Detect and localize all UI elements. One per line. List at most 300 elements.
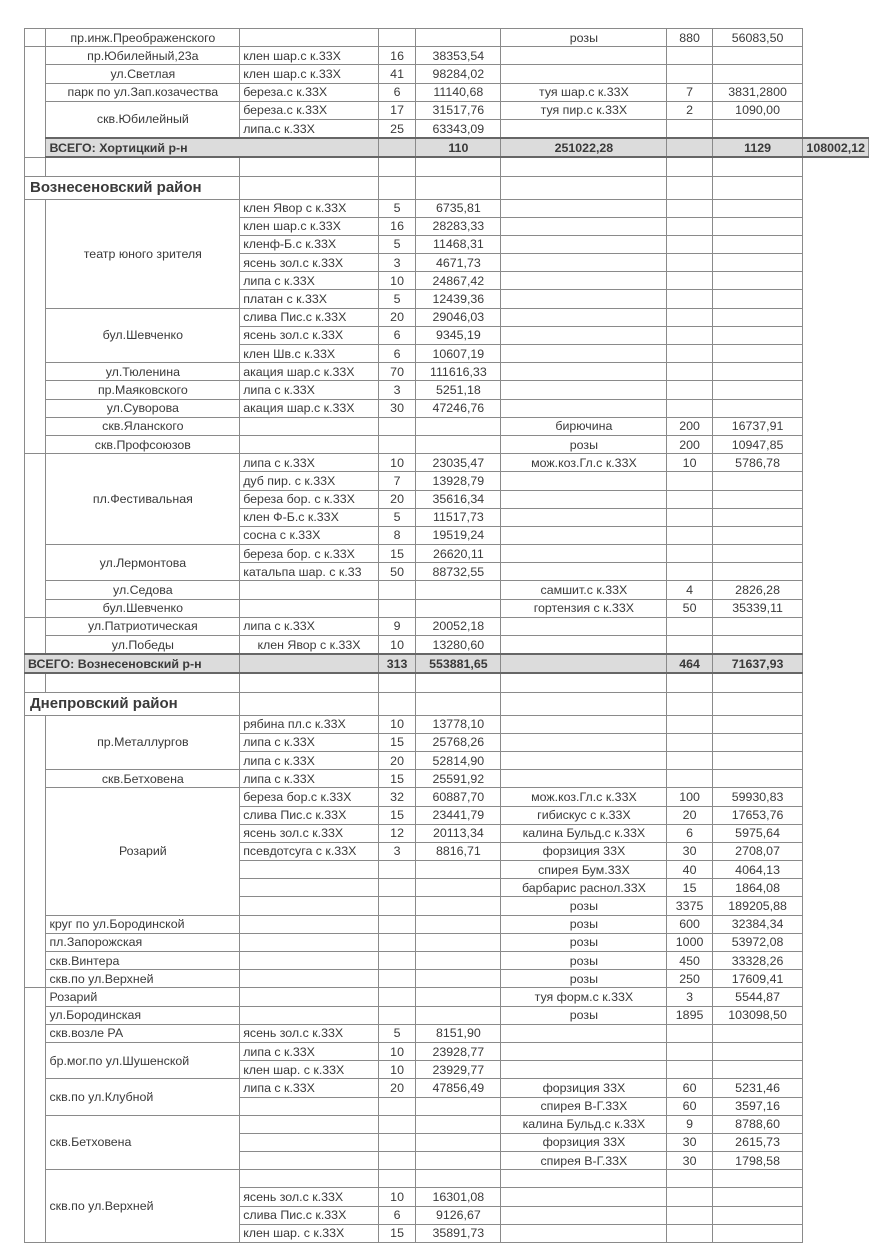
table-cell: розы	[501, 970, 667, 988]
table-cell: 10947,85	[712, 435, 803, 453]
table-cell	[712, 308, 803, 326]
table-cell: ВСЕГО: Хортицкий р-н	[46, 138, 378, 157]
table-cell: 15	[378, 733, 416, 751]
table-cell: 30	[667, 842, 712, 860]
table-cell	[667, 399, 712, 417]
table-cell: 11140,68	[416, 83, 501, 101]
table-cell: ул.Суворова	[46, 399, 240, 417]
table-cell	[712, 733, 803, 751]
table-cell: 3	[667, 988, 712, 1006]
table-cell	[25, 47, 46, 158]
table-cell	[378, 157, 416, 176]
table-cell	[667, 526, 712, 544]
table-cell	[25, 199, 46, 454]
table-cell: акация шар.с к.33Х	[240, 399, 379, 417]
table-cell	[240, 1115, 379, 1133]
table-cell: 20	[378, 308, 416, 326]
table-cell: 32	[378, 788, 416, 806]
table-cell	[667, 1224, 712, 1242]
table-row	[25, 970, 869, 988]
table-cell	[416, 915, 501, 933]
table-cell: клен шар.с к.33Х	[240, 47, 379, 65]
table-cell	[667, 65, 712, 83]
table-cell: ясень зол.с к.33Х	[240, 326, 379, 344]
table-cell: розы	[501, 915, 667, 933]
table-cell	[712, 563, 803, 581]
table-cell: 15	[378, 545, 416, 563]
table-cell: 60	[667, 1097, 712, 1115]
table-cell: 464	[667, 654, 712, 673]
table-cell: 28283,33	[416, 217, 501, 235]
table-cell	[240, 692, 379, 715]
table-cell	[416, 879, 501, 897]
table-cell: форзиция 33Х	[501, 842, 667, 860]
table-cell	[378, 970, 416, 988]
table-cell: 6735,81	[416, 199, 501, 217]
table-cell: 9	[378, 617, 416, 635]
table-cell	[712, 235, 803, 253]
table-cell	[240, 970, 379, 988]
table-row	[25, 435, 869, 453]
table-row	[25, 454, 869, 472]
table-cell: ул.Победы	[46, 636, 240, 655]
table-cell	[25, 988, 46, 1243]
table-cell: скв.по ул.Клубной	[46, 1079, 240, 1115]
table-cell: пл.Фестивальная	[46, 454, 240, 545]
table-cell	[712, 715, 803, 733]
table-cell	[501, 308, 667, 326]
table-cell	[667, 217, 712, 235]
table-row	[25, 363, 869, 381]
table-cell: розы	[501, 1006, 667, 1024]
table-cell: круг по ул.Бородинской	[46, 915, 240, 933]
table-cell	[240, 1152, 379, 1170]
table-cell	[712, 399, 803, 417]
table-cell: скв.Юбилейный	[46, 101, 240, 138]
table-cell	[240, 435, 379, 453]
table-cell: калина Бульд.с к.33Х	[501, 1115, 667, 1133]
table-cell: 6	[378, 1206, 416, 1224]
table-cell: липа с к.33Х	[240, 272, 379, 290]
table-cell	[667, 290, 712, 308]
table-cell	[712, 1224, 803, 1242]
table-cell: 20	[667, 806, 712, 824]
table-cell: спирея В-Г.33Х	[501, 1097, 667, 1115]
table-cell	[378, 861, 416, 879]
table-cell	[46, 673, 240, 692]
table-cell: 56083,50	[712, 29, 803, 47]
table-cell: 5	[378, 199, 416, 217]
table-row	[25, 933, 869, 951]
table-cell	[501, 157, 667, 176]
table-cell: 20052,18	[416, 617, 501, 635]
table-cell: 12439,36	[416, 290, 501, 308]
table-cell: катальпа шар. с к.33	[240, 563, 379, 581]
table-cell: 5	[378, 508, 416, 526]
table-row	[25, 545, 869, 563]
district-total-row	[25, 654, 869, 673]
table-cell	[416, 1115, 501, 1133]
table-cell: 29046,03	[416, 308, 501, 326]
table-row	[25, 636, 869, 655]
table-cell	[667, 363, 712, 381]
table-cell	[501, 272, 667, 290]
table-cell	[501, 1042, 667, 1060]
table-cell: 32384,34	[712, 915, 803, 933]
table-cell: скв.возле РА	[46, 1024, 240, 1042]
table-cell: 10	[378, 715, 416, 733]
table-cell	[712, 751, 803, 769]
table-cell: 20	[378, 490, 416, 508]
table-cell: форзиция 33Х	[501, 1133, 667, 1151]
table-row	[25, 770, 869, 788]
table-cell: пр.Юбилейный,23а	[46, 47, 240, 65]
table-cell: 5251,18	[416, 381, 501, 399]
table-cell	[416, 157, 501, 176]
table-cell: 3597,16	[712, 1097, 803, 1115]
table-row	[25, 399, 869, 417]
table-cell	[712, 345, 803, 363]
table-cell: 4	[667, 581, 712, 599]
table-cell	[712, 119, 803, 138]
table-cell: 3375	[667, 897, 712, 915]
table-cell: ул.Тюленина	[46, 363, 240, 381]
table-cell	[501, 545, 667, 563]
table-cell: 8	[378, 526, 416, 544]
district-title: Днепровский район	[25, 692, 240, 715]
table-row	[25, 29, 869, 47]
table-row	[25, 788, 869, 806]
table-cell: 24867,42	[416, 272, 501, 290]
table-cell	[667, 119, 712, 138]
table-cell	[416, 933, 501, 951]
table-cell: 5786,78	[712, 454, 803, 472]
table-cell	[712, 1170, 803, 1188]
table-cell	[667, 1042, 712, 1060]
table-cell: 1000	[667, 933, 712, 951]
table-cell: туя шар.с к.33Х	[501, 83, 667, 101]
table-cell	[378, 599, 416, 617]
table-cell	[240, 915, 379, 933]
table-cell	[25, 29, 46, 47]
table-cell: 8788,60	[712, 1115, 803, 1133]
table-cell	[501, 381, 667, 399]
table-cell	[378, 176, 416, 199]
table-cell	[712, 65, 803, 83]
table-cell	[416, 435, 501, 453]
table-cell	[712, 1188, 803, 1206]
table-cell	[712, 47, 803, 65]
table-cell	[667, 715, 712, 733]
table-cell: 20	[378, 751, 416, 769]
table-cell	[378, 1115, 416, 1133]
table-cell: скв.Яланского	[46, 417, 240, 435]
greening-cost-table	[24, 28, 869, 1243]
table-cell	[501, 326, 667, 344]
table-row	[25, 417, 869, 435]
table-cell: клен Явор с к.33Х	[240, 199, 379, 217]
table-cell	[712, 1061, 803, 1079]
table-cell: 25591,92	[416, 770, 501, 788]
table-cell: 200	[667, 435, 712, 453]
table-cell	[501, 235, 667, 253]
table-cell: 2	[667, 101, 712, 119]
table-cell: береза бор.с к.33Х	[240, 788, 379, 806]
table-cell: пл.Запорожская	[46, 933, 240, 951]
table-cell: 3831,2800	[712, 83, 803, 101]
table-row	[25, 157, 869, 176]
table-row	[25, 915, 869, 933]
table-cell	[667, 692, 712, 715]
table-cell	[416, 988, 501, 1006]
table-cell	[416, 692, 501, 715]
table-cell: кленф-Б.с к.33Х	[240, 235, 379, 253]
table-cell: 5	[378, 1024, 416, 1042]
table-cell	[501, 1024, 667, 1042]
table-cell	[667, 345, 712, 363]
table-cell: ул.Бородинская	[46, 1006, 240, 1024]
table-cell: 1090,00	[712, 101, 803, 119]
table-cell: 47856,49	[416, 1079, 501, 1097]
table-cell	[501, 65, 667, 83]
table-cell	[416, 970, 501, 988]
table-cell: 6	[378, 326, 416, 344]
table-cell	[501, 673, 667, 692]
table-cell	[240, 176, 379, 199]
table-cell	[378, 673, 416, 692]
table-cell: 30	[378, 399, 416, 417]
table-cell: 11517,73	[416, 508, 501, 526]
table-cell	[240, 879, 379, 897]
table-cell: 5975,64	[712, 824, 803, 842]
table-cell: 25	[378, 119, 416, 138]
table-row	[25, 599, 869, 617]
table-cell: 71637,93	[712, 654, 803, 673]
table-cell: 10	[378, 1188, 416, 1206]
table-cell: 1129	[712, 138, 803, 157]
table-cell: 35339,11	[712, 599, 803, 617]
table-cell: 23929,77	[416, 1061, 501, 1079]
table-cell: розы	[501, 933, 667, 951]
table-row	[25, 1042, 869, 1060]
table-cell	[667, 47, 712, 65]
table-cell: 8151,90	[416, 1024, 501, 1042]
table-row	[25, 83, 869, 101]
table-cell: 60887,70	[416, 788, 501, 806]
table-cell: скв.по ул.Верхней	[46, 970, 240, 988]
table-cell	[667, 176, 712, 199]
table-cell	[416, 581, 501, 599]
table-cell: 16	[378, 217, 416, 235]
table-cell	[667, 490, 712, 508]
table-cell	[501, 654, 667, 673]
table-cell: 15	[378, 770, 416, 788]
table-cell: 63343,09	[416, 119, 501, 138]
table-cell: рябина пл.с к.33Х	[240, 715, 379, 733]
table-cell	[712, 545, 803, 563]
table-cell: скв.Винтера	[46, 952, 240, 970]
table-cell	[378, 1097, 416, 1115]
table-cell: 13928,79	[416, 472, 501, 490]
table-cell: 16301,08	[416, 1188, 501, 1206]
table-cell: 111616,33	[416, 363, 501, 381]
table-cell	[378, 952, 416, 970]
table-cell	[501, 715, 667, 733]
table-cell	[501, 345, 667, 363]
table-cell	[712, 290, 803, 308]
table-cell: 103098,50	[712, 1006, 803, 1024]
table-cell	[712, 673, 803, 692]
table-cell	[712, 472, 803, 490]
table-cell	[712, 157, 803, 176]
table-cell: 3	[378, 842, 416, 860]
table-cell: 10	[378, 636, 416, 655]
table-cell: розы	[501, 435, 667, 453]
table-cell	[378, 915, 416, 933]
table-cell	[240, 673, 379, 692]
table-cell: береза.с к.33Х	[240, 101, 379, 119]
table-cell: 23035,47	[416, 454, 501, 472]
table-cell	[378, 1170, 416, 1188]
table-cell	[378, 417, 416, 435]
table-cell	[501, 1061, 667, 1079]
table-cell: 9345,19	[416, 326, 501, 344]
table-cell	[501, 490, 667, 508]
table-cell: скв.Профсоюзов	[46, 435, 240, 453]
table-cell	[667, 308, 712, 326]
table-cell: 5544,87	[712, 988, 803, 1006]
table-cell	[501, 1170, 667, 1188]
table-cell	[240, 1133, 379, 1151]
table-cell: 880	[667, 29, 712, 47]
table-cell	[667, 199, 712, 217]
table-cell	[712, 199, 803, 217]
table-cell: 600	[667, 915, 712, 933]
table-cell	[501, 1188, 667, 1206]
table-cell	[25, 617, 46, 654]
table-cell	[240, 157, 379, 176]
district-header-row	[25, 692, 869, 715]
table-cell: клен шар. с к.33Х	[240, 1224, 379, 1242]
table-cell	[501, 636, 667, 655]
table-cell	[378, 581, 416, 599]
table-cell: 17653,76	[712, 806, 803, 824]
table-cell	[667, 770, 712, 788]
table-cell: скв.Бетховена	[46, 770, 240, 788]
table-cell: 16	[378, 47, 416, 65]
table-cell: 7	[378, 472, 416, 490]
table-row	[25, 1115, 869, 1133]
table-cell	[416, 1133, 501, 1151]
table-cell: 30	[667, 1133, 712, 1151]
table-cell: 13280,60	[416, 636, 501, 655]
table-cell: 15	[378, 1224, 416, 1242]
table-cell	[416, 952, 501, 970]
table-cell: 2708,07	[712, 842, 803, 860]
table-cell: ясень зол.с к.33Х	[240, 824, 379, 842]
table-cell	[667, 1170, 712, 1188]
table-cell	[25, 673, 46, 692]
table-cell	[667, 235, 712, 253]
table-cell: 10	[378, 272, 416, 290]
table-cell	[501, 290, 667, 308]
table-row	[25, 715, 869, 733]
table-cell: 98284,02	[416, 65, 501, 83]
table-cell: бул.Шевченко	[46, 308, 240, 363]
table-row	[25, 673, 869, 692]
table-cell: ул.Патриотическая	[46, 617, 240, 635]
table-row	[25, 1170, 869, 1188]
table-cell: слива Пис.с к.33Х	[240, 1206, 379, 1224]
table-cell: 15	[378, 806, 416, 824]
table-cell: клен шар.с к.33Х	[240, 217, 379, 235]
table-cell: 3	[378, 254, 416, 272]
table-cell	[501, 526, 667, 544]
table-cell: клен шар.с к.33Х	[240, 65, 379, 83]
table-cell	[712, 508, 803, 526]
table-cell: 9126,67	[416, 1206, 501, 1224]
table-cell: ясень зол.с к.33Х	[240, 1188, 379, 1206]
table-cell	[240, 1170, 379, 1188]
table-cell: 26620,11	[416, 545, 501, 563]
table-cell	[240, 581, 379, 599]
table-cell: 8816,71	[416, 842, 501, 860]
table-cell: 35891,73	[416, 1224, 501, 1242]
table-cell: розы	[501, 29, 667, 47]
table-cell	[712, 1206, 803, 1224]
table-cell	[712, 272, 803, 290]
table-cell: 35616,34	[416, 490, 501, 508]
table-cell	[416, 1152, 501, 1170]
table-cell: Розарий	[46, 988, 240, 1006]
table-cell	[416, 417, 501, 435]
table-cell: 10	[378, 1061, 416, 1079]
table-cell	[240, 1006, 379, 1024]
table-cell: 25768,26	[416, 733, 501, 751]
table-cell	[501, 770, 667, 788]
district-total-row	[25, 138, 869, 157]
table-cell	[667, 157, 712, 176]
table-cell: форзиция 33Х	[501, 1079, 667, 1097]
table-cell: 4671,73	[416, 254, 501, 272]
table-cell	[712, 636, 803, 655]
table-cell: 33328,26	[712, 952, 803, 970]
table-cell	[240, 988, 379, 1006]
table-cell: 6	[667, 824, 712, 842]
table-cell: бул.Шевченко	[46, 599, 240, 617]
table-cell: псевдотсуга с к.33Х	[240, 842, 379, 860]
table-cell	[25, 454, 46, 618]
table-cell: 6	[378, 345, 416, 363]
table-cell: ясень зол.с к.33Х	[240, 1024, 379, 1042]
table-cell	[240, 29, 379, 47]
table-cell	[667, 1024, 712, 1042]
table-cell	[378, 988, 416, 1006]
table-cell: акация шар.с к.33Х	[240, 363, 379, 381]
table-cell: гибискус с к.33Х	[501, 806, 667, 824]
table-cell	[25, 715, 46, 988]
table-row	[25, 1024, 869, 1042]
table-cell: липа с к.33Х	[240, 770, 379, 788]
table-cell: липа с к.33Х	[240, 733, 379, 751]
table-cell: пр.Металлургов	[46, 715, 240, 770]
table-cell: 17	[378, 101, 416, 119]
table-row	[25, 988, 869, 1006]
table-cell: самшит.с к.33Х	[501, 581, 667, 599]
table-cell	[712, 490, 803, 508]
table-cell: слива Пис.с к.33Х	[240, 308, 379, 326]
table-cell	[712, 176, 803, 199]
